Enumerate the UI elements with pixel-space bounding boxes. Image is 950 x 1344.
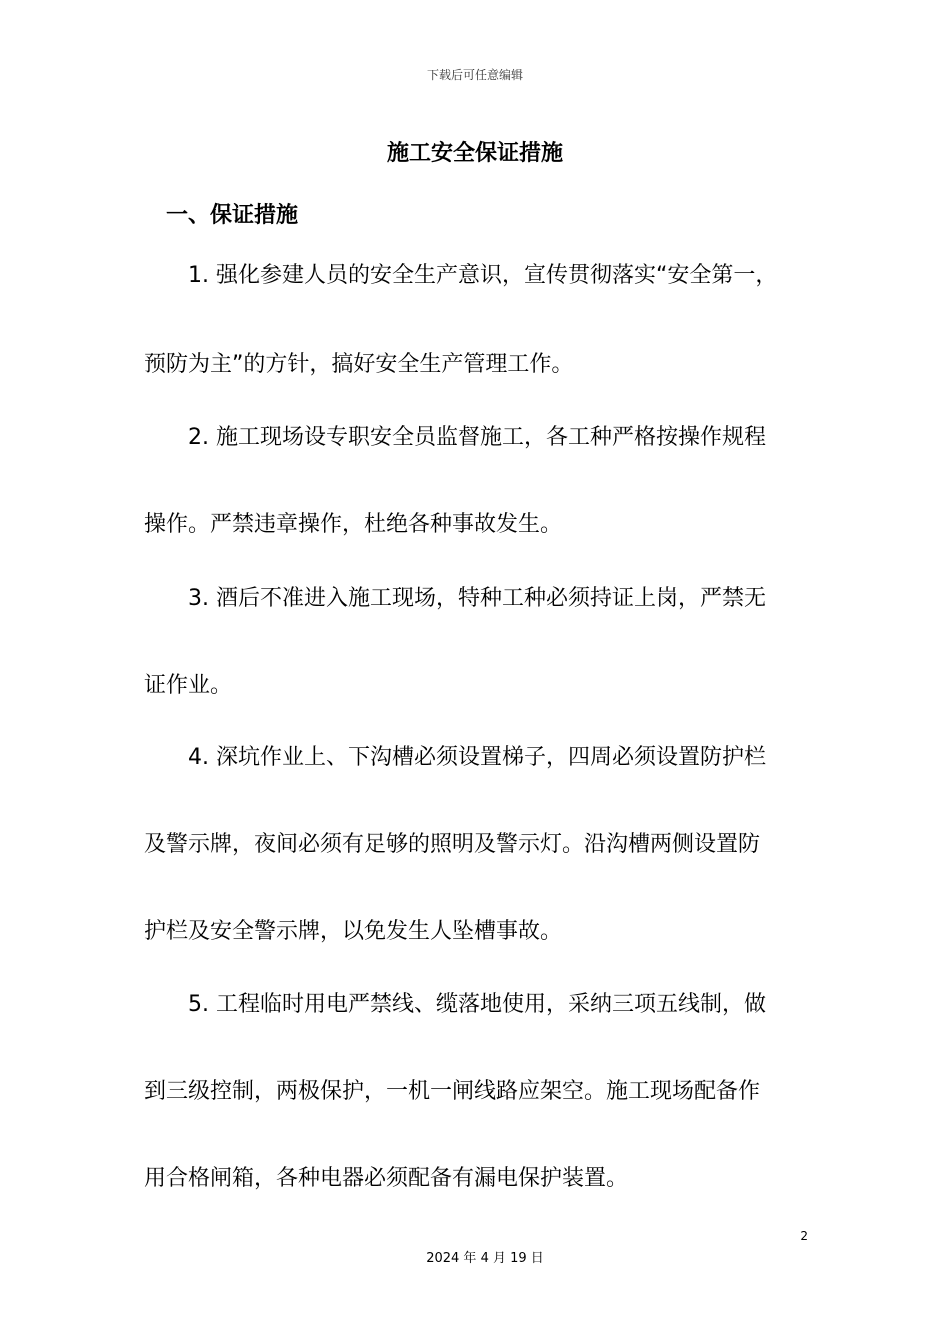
body-line-item-4-cont-2: 护栏及安全警示牌，以免发生人坠槽事故。 xyxy=(144,919,563,944)
body-line-item-2-cont: 操作。严禁违章操作，杜绝各种事故发生。 xyxy=(144,512,563,537)
header-note: 下载后可任意编辑 xyxy=(426,68,523,82)
body-line-item-1-start: 1. 强化参建人员的安全生产意识，宣传贯彻落实“安全第一， xyxy=(188,263,778,288)
body-line-item-5-cont-2: 用合格闸箱，各种电器必须配备有漏电保护装置。 xyxy=(144,1166,629,1191)
body-line-item-5-cont-1: 到三级控制，两极保护，一机一闸线路应架空。施工现场配备作 xyxy=(144,1079,761,1104)
footer-date: 2024 年 4 月 19 日 xyxy=(426,1251,544,1266)
body-line-item-3-cont: 证作业。 xyxy=(144,673,233,698)
body-line-item-2-start: 2. 施工现场设专职安全员监督施工，各工种严格按操作规程 xyxy=(188,425,766,450)
section-heading: 一、保证措施 xyxy=(166,203,299,228)
document-title: 施工安全保证措施 xyxy=(386,141,563,166)
page-number: 2 xyxy=(800,1229,808,1243)
body-line-item-4-cont-1: 及警示牌，夜间必须有足够的照明及警示灯。沿沟槽两侧设置防 xyxy=(144,832,761,857)
body-line-item-1-cont: 预防为主”的方针，搞好安全生产管理工作。 xyxy=(144,352,574,377)
body-line-item-4-start: 4. 深坑作业上、下沟槽必须设置梯子，四周必须设置防护栏 xyxy=(188,745,766,770)
body-line-item-3-start: 3. 酒后不准进入施工现场，特种工种必须持证上岗，严禁无 xyxy=(188,586,766,611)
body-line-item-5-start: 5. 工程临时用电严禁线、缆落地使用，采纳三项五线制，做 xyxy=(188,992,766,1017)
